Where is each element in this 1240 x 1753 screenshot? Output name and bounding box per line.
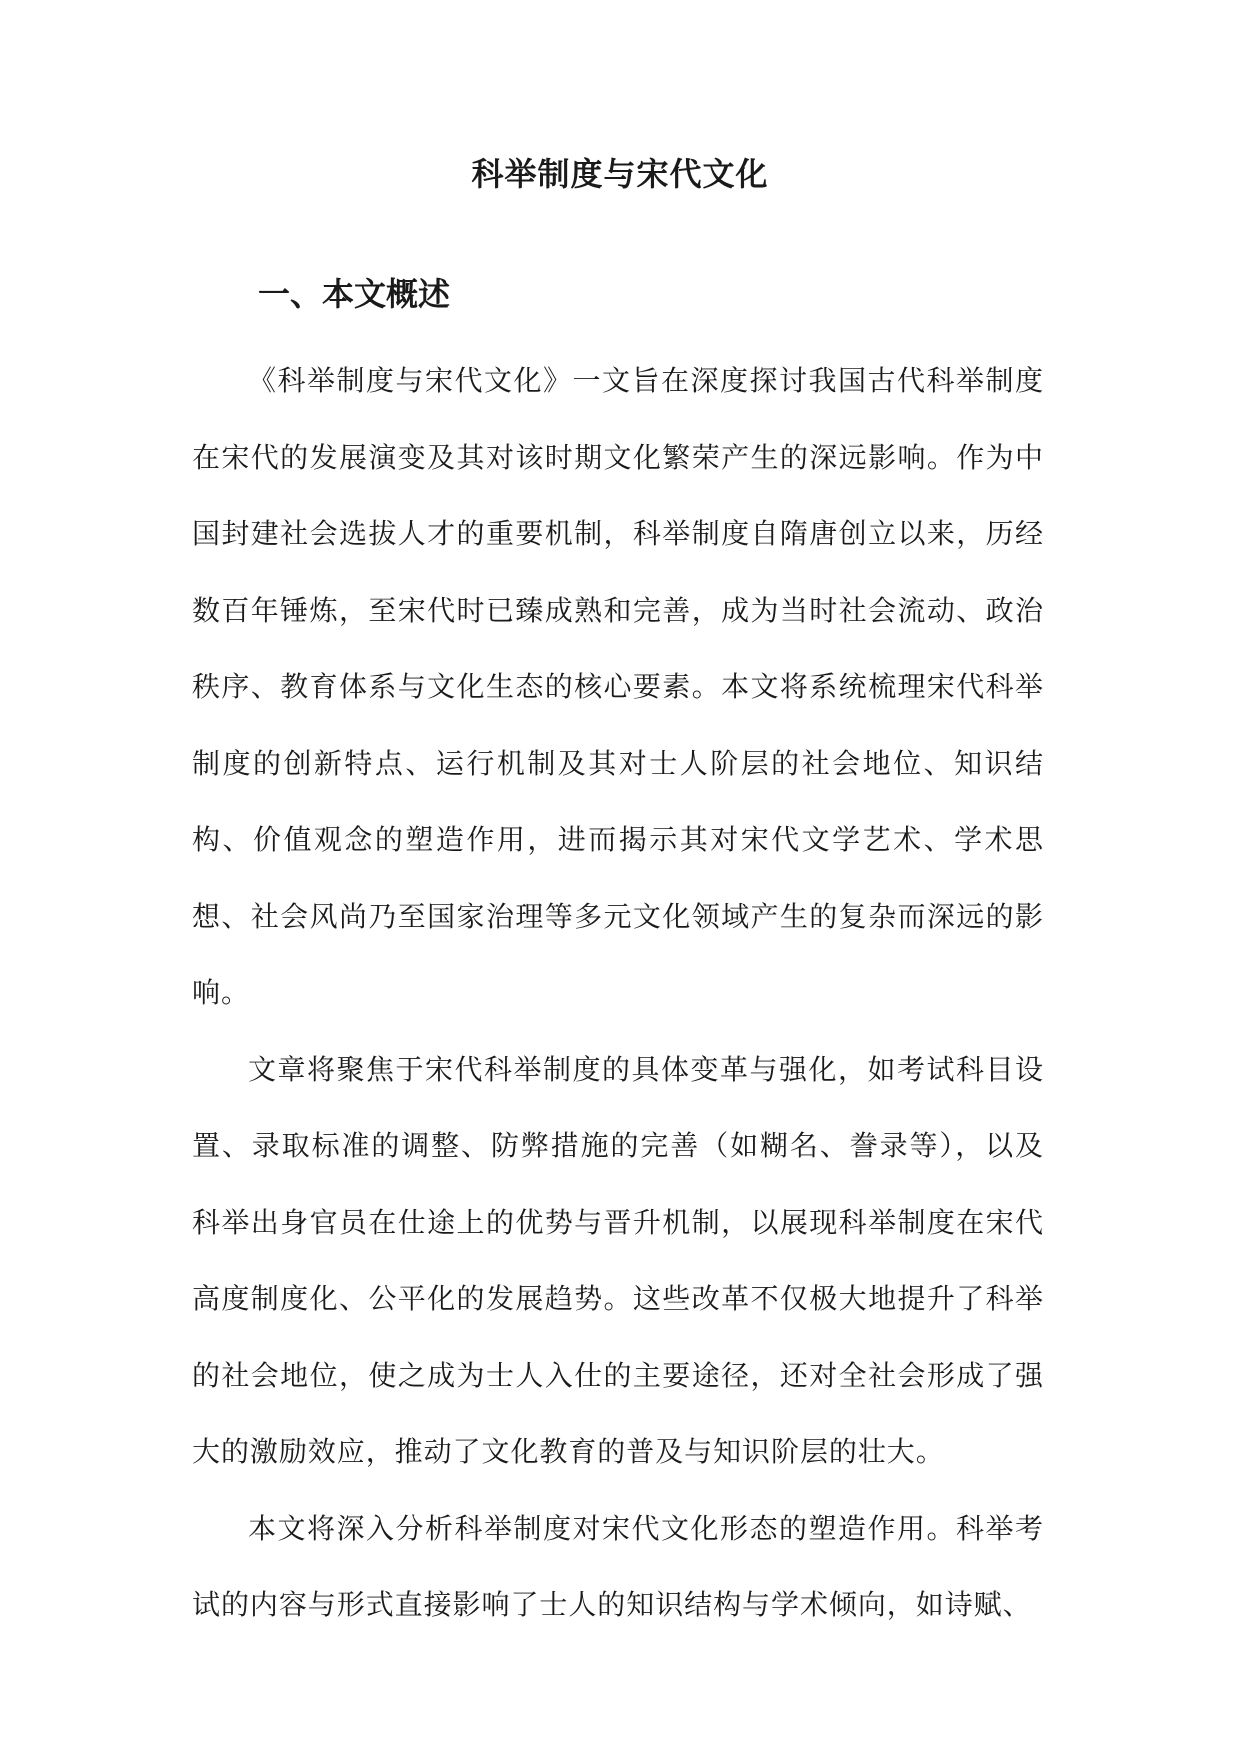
paragraph-3: 本文将深入分析科举制度对宋代文化形态的塑造作用。科举考试的内容与形式直接影响了士人的知识结构与学术倾向，如诗赋、 bbox=[192, 1511, 1044, 1621]
section-heading: 一、本文概述 bbox=[258, 275, 451, 313]
body-text bbox=[192, 343, 1044, 1644]
document-title: 科举制度与宋代文化 bbox=[471, 155, 769, 193]
paragraph-2: 文章将聚焦于宋代科举制度的具体变革与强化，如考试科目设置、录取标准的调整、防弊措施的完善（如糊名、誊录等），以及科举出身官员在仕途上的优势与晋升机制，以展现科举制度在宋代高度制度化、公平化的发展趋势。这些改革不仅极大地提升了科举的社会地位，使之成为士人入仕的主要途径，还对全社会形成了强大的激励效应，推动了文化教育的普及与知识阶层的壮大。 bbox=[192, 1052, 1044, 1468]
paragraph-1: 《科举制度与宋代文化》一文旨在深度探讨我国古代科举制度在宋代的发展演变及其对该时期文化繁荣产生的深远影响。作为中国封建社会选拔人才的重要机制，科举制度自隋唐创立以来，历经数百年锤炼，至宋代时已臻成熟和完善，成为当时社会流动、政治秩序、教育体系与文化生态的核心要素。本文将系统梳理宋代科举制度的创新特点、运行机制及其对士人阶层的社会地位、知识结构、价值观念的塑造作用，进而揭示其对宋代文学艺术、学术思想、社会风尚乃至国家治理等多元文化领域产生的复杂而深远的影响。 bbox=[192, 364, 1044, 1009]
